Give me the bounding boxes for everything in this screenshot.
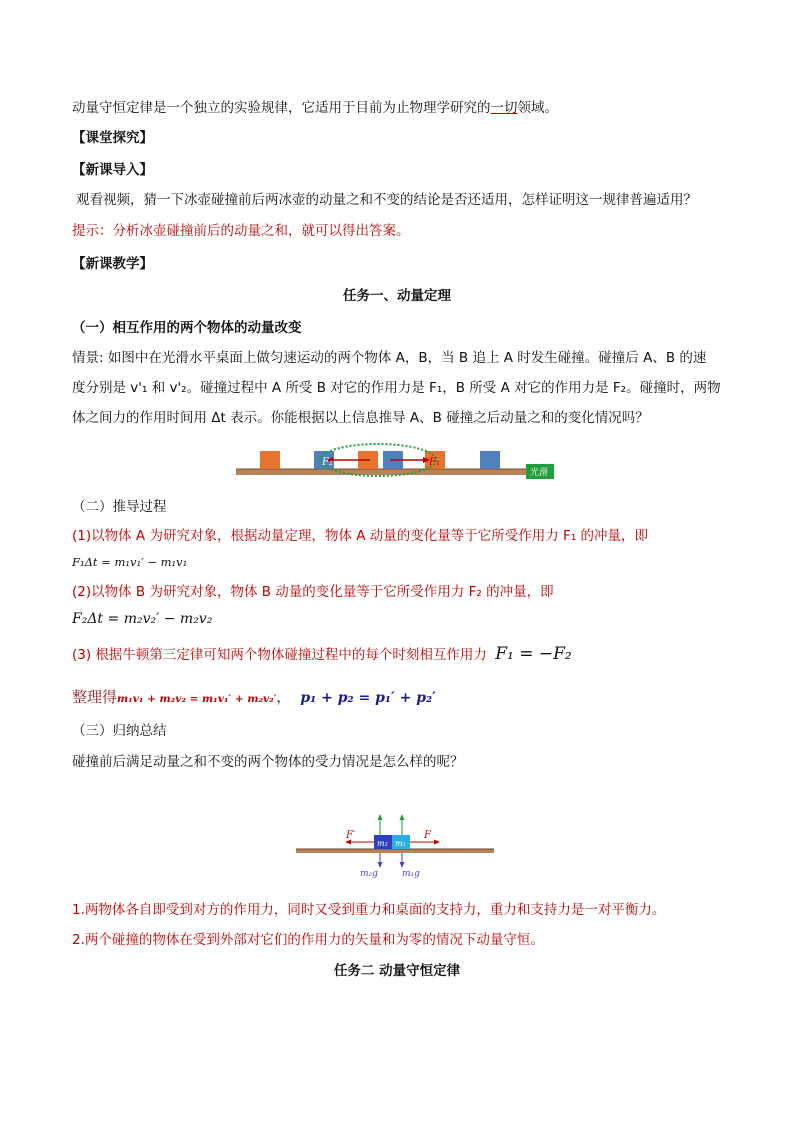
section2-title: （二）推导过程 [72, 499, 167, 515]
step3-formula: F₁ = −F₂ [495, 644, 572, 664]
section3-title: （三）归纳总结 [72, 723, 167, 739]
intro-text-before: 动量守恒定律是一个独立的实验规律，它适用于目前为止物理学研究的 [72, 100, 491, 116]
heading-ketang: 【课堂探究】 [72, 130, 153, 146]
step3-line [72, 644, 724, 665]
hint-text: 提示：分析冰壶碰撞前后的动量之和，就可以得出答案。 [72, 223, 410, 239]
normal-force-arrow-m1-head [400, 814, 405, 820]
force-label-f2: F₂ [322, 457, 333, 468]
force-diagram [290, 812, 500, 882]
result-line [72, 687, 724, 709]
collision-figure [230, 440, 560, 484]
conclusion-1: 1.两物体各自即受到对方的作用力，同时又受到重力和桌面的支持力，重力和支持力是一对平衡力。 [72, 902, 666, 918]
scenario-line-2: 度分别是 v'₁ 和 v'₂。碰撞过程中 A 所受 B 对它的作用力是 F₁，B 所受 A 对它的作用力是 F₂。碰撞时，两物 [72, 380, 721, 396]
step1-formula: F₁Δt = m₁v₁′ − m₁v₁ [72, 555, 188, 569]
normal-force-arrow-m2-head [378, 814, 383, 820]
intro-emphasis: 一切 [490, 100, 518, 116]
intro-line [72, 98, 724, 118]
step2-formula: F₂Δt = m₂v₂′ − m₂v₂ [72, 611, 213, 627]
question-text: 观看视频，猜一下冰壶碰撞前后两冰壶的动量之和不变的结论是否还适用，怎样证明这一规律普遍适用？ [76, 192, 697, 208]
label-fprime: F′ [346, 830, 356, 841]
smooth-tag-label: 光滑 [530, 468, 549, 478]
result-eq-masses: m₁v₁ + m₂v₂ = m₁v₁′ + m₂v₂′ [117, 693, 277, 705]
result-eq-momentum: p₁ + p₂ = p₁′ + p₂′ [300, 690, 436, 706]
step1-text: (1)以物体 A 为研究对象，根据动量定理，物体 A 动量的变化量等于它所受作用力 F₁ 的冲量，即 [72, 528, 649, 544]
force-arrow-f-head [434, 840, 440, 845]
gravity-arrow-m1-head [400, 862, 405, 868]
scenario-line-1: 情景: 如图中在光滑水平桌面上做匀速运动的两个物体 A，B，当 B 追上 A 时发生碰撞。碰撞后 A、B 的速 [72, 350, 707, 366]
conclusion-2: 2.两个碰撞的物体在受到外部对它们的作用力的矢量和为零的情况下动量守恒。 [72, 932, 544, 948]
label-m1-on-block: m₁ [395, 839, 406, 848]
result-separator: ， [276, 690, 291, 706]
table-surface [296, 849, 494, 853]
block-b-after [480, 451, 500, 469]
task1-title: 任务一、动量定理 [343, 288, 451, 304]
label-f: F [424, 830, 431, 841]
force-label-f1: F₁ [429, 457, 440, 468]
label-m2g: m₂g [360, 869, 378, 879]
section1-title: （一）相互作用的两个物体的动量改变 [72, 320, 302, 336]
gravity-arrow-m2-head [378, 862, 383, 868]
step3-text: (3) 根据牛顿第三定律可知两个物体碰撞过程中的每个时刻相互作用力 [72, 647, 487, 663]
heading-xinkedaoru: 【新课导入】 [72, 162, 153, 178]
task2-title: 任务二 动量守恒定律 [333, 963, 461, 979]
heading-xinkejiaoxue: 【新课教学】 [72, 256, 153, 272]
step2-text: (2)以物体 B 为研究对象，物体 B 动量的变化量等于它所受作用力 F₂ 的冲量，即 [72, 584, 554, 600]
scenario-line-3: 体之间力的作用时间用 Δt 表示。你能根据以上信息推导 A、B 碰撞之后动量之和的变化情况吗？ [72, 410, 649, 426]
label-m2-on-block: m₂ [377, 839, 388, 848]
smooth-surface [236, 469, 526, 475]
result-prefix: 整理得 [72, 688, 118, 706]
block-a-before [260, 451, 280, 469]
label-m1g: m₁g [402, 869, 420, 879]
intro-text-after: 领域。 [517, 100, 558, 116]
summary-question: 碰撞前后满足动量之和不变的两个物体的受力情况是怎么样的呢？ [72, 754, 464, 770]
